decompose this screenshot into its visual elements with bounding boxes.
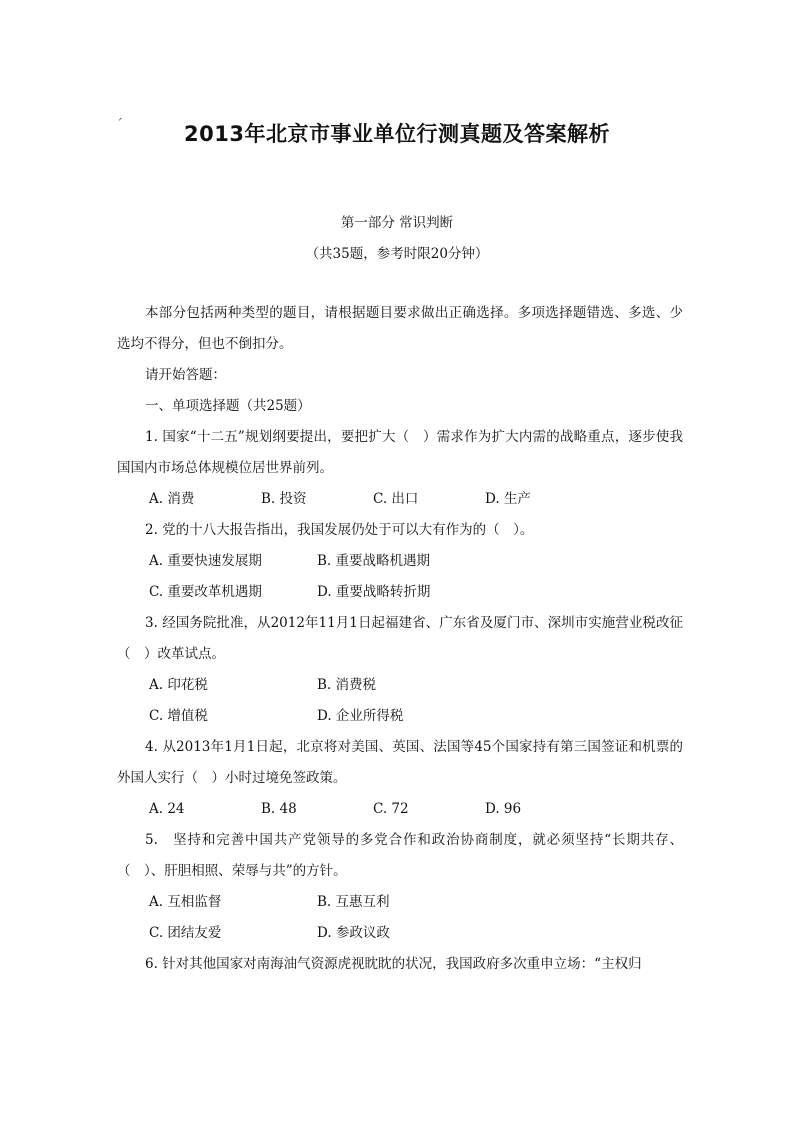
option-b: B. 重要战略机遇期 xyxy=(317,553,431,569)
option-b: B. 投资 xyxy=(261,491,307,507)
option-a: A. 互相监督 xyxy=(149,894,222,910)
question-3-options-row2 xyxy=(117,701,683,732)
option-c: C. 重要改革机遇期 xyxy=(149,584,262,600)
question-4-options xyxy=(117,794,683,825)
option-d: D. 企业所得税 xyxy=(317,708,404,724)
start-prompt: 请开始答题： xyxy=(145,367,226,383)
option-c: C. 出口 xyxy=(373,491,419,507)
option-d: D. 参政议政 xyxy=(317,925,390,941)
question-3: 3. 经国务院批准，从2012年11月1日起福建省、广东省及厦门市、深圳市实施营业税改征（ ）改革试点。 xyxy=(117,615,683,662)
document-title: 2013年北京市事业单位行测真题及答案解析 xyxy=(184,122,610,146)
option-c: C. 72 xyxy=(373,801,409,817)
question-4: 4. 从2013年1月1日起，北京将对美国、英国、法国等45个国家持有第三国签证和机票的外国人实行（ ）小时过境免签政策。 xyxy=(117,739,683,786)
option-b: B. 互惠互利 xyxy=(317,894,390,910)
corner-mark: ˊ xyxy=(116,117,123,133)
document-body xyxy=(117,298,683,980)
option-c: C. 增值税 xyxy=(149,708,208,724)
option-a: A. 消费 xyxy=(149,491,195,507)
question-1: 1. 国家“十二五”规划纲要提出，要把扩大（ ）需求作为扩大内需的战略重点，逐步使我国国内市场总体规模位居世界前列。 xyxy=(117,429,683,476)
part-subtitle: （共35题，参考时限20分钟） xyxy=(305,246,489,262)
option-a: A. 印花税 xyxy=(149,677,208,693)
option-b: B. 48 xyxy=(261,801,297,817)
option-b: B. 消费税 xyxy=(317,677,377,693)
section-heading: 一、单项选择题（共25题） xyxy=(145,398,311,414)
question-3-options-row1 xyxy=(117,670,683,701)
question-5-options-row2 xyxy=(117,918,683,949)
part-title: 第一部分 常识判断 xyxy=(340,215,454,231)
intro-paragraph: 本部分包括两种类型的题目，请根据题目要求做出正确选择。多项选择题错选、多选、少选均不得分，但也不倒扣分。 xyxy=(117,305,683,352)
option-a: A. 24 xyxy=(149,801,185,817)
option-a: A. 重要快速发展期 xyxy=(149,553,262,569)
option-d: D. 96 xyxy=(485,801,522,817)
question-5-options-row1 xyxy=(117,887,683,918)
question-2-options-row1 xyxy=(117,546,683,577)
question-2: 2. 党的十八大报告指出，我国发展仍处于可以大有作为的（ ）。 xyxy=(145,522,534,538)
question-1-options xyxy=(117,484,683,515)
option-d: D. 生产 xyxy=(485,491,531,507)
option-c: C. 团结友爱 xyxy=(149,925,222,941)
option-d: D. 重要战略转折期 xyxy=(317,584,431,600)
question-6: 6. 针对其他国家对南海油气资源虎视眈眈的状况，我国政府多次重申立场：“主权归 xyxy=(145,956,642,972)
question-2-options-row2 xyxy=(117,577,683,608)
question-5: 5. 坚持和完善中国共产党领导的多党合作和政治协商制度，就必须坚持“长期共存、（ ）、肝胆相照、荣辱与共”的方针。 xyxy=(117,832,683,879)
